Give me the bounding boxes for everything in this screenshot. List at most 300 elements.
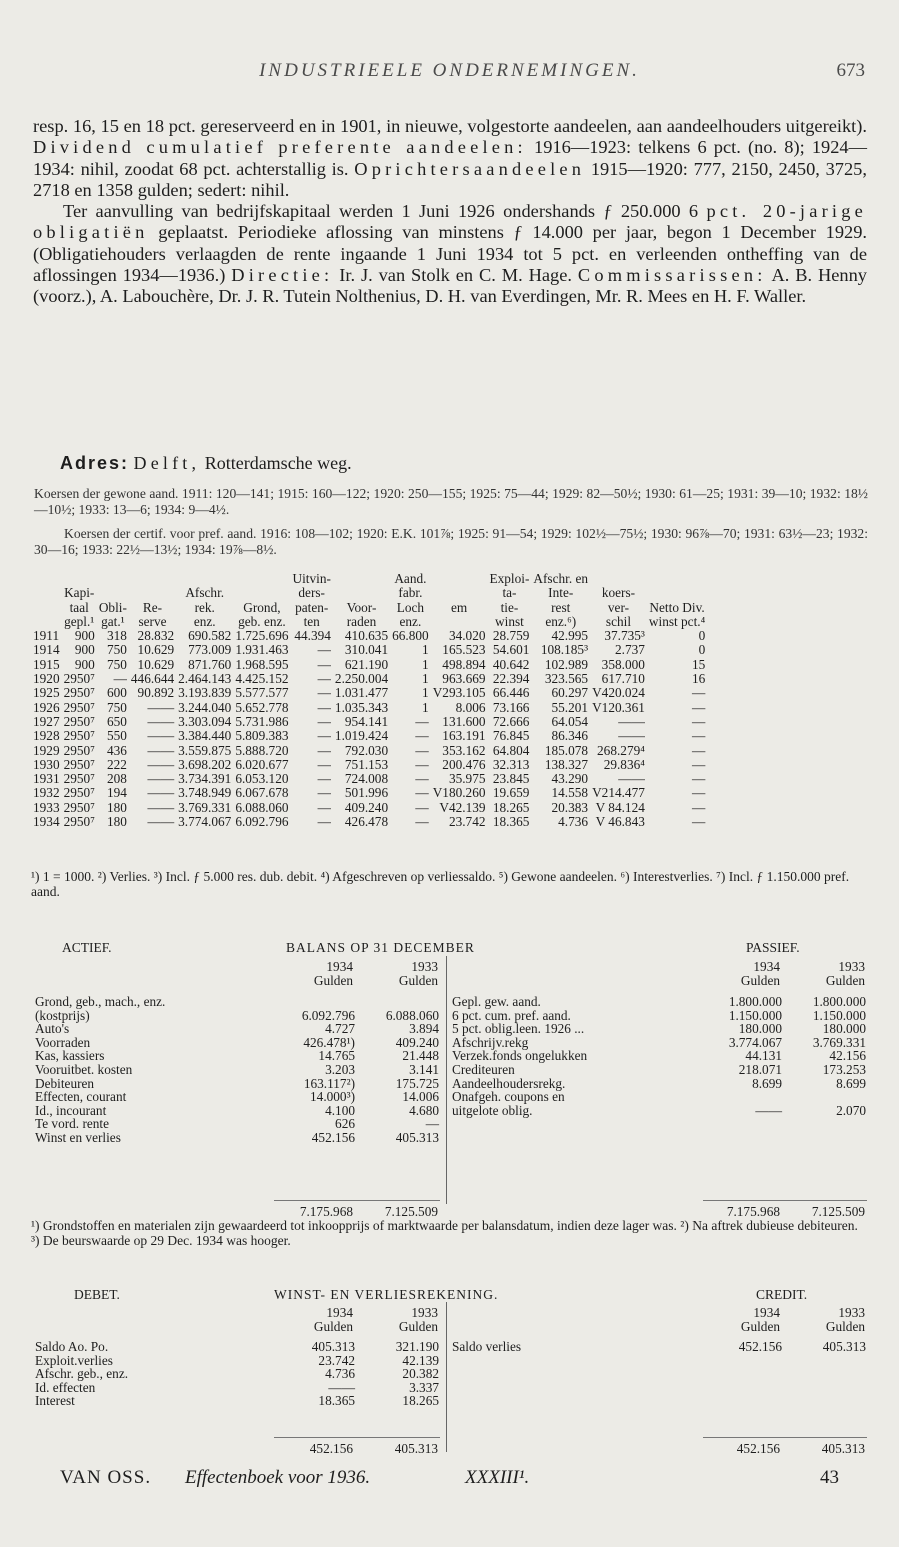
stats-cell: — xyxy=(415,728,429,744)
stats-cell: — xyxy=(691,814,706,830)
stats-header-cell xyxy=(176,572,233,586)
stats-cell: — xyxy=(415,814,429,830)
stats-cell: 2.250.004 xyxy=(334,671,389,687)
stats-cell: V42.139 xyxy=(439,799,486,815)
stats-header-cell: Loch xyxy=(396,599,425,615)
stats-cell: 73.166 xyxy=(492,699,530,715)
stats-cell: 2.464.143 xyxy=(178,671,232,687)
stats-header-cell xyxy=(31,572,62,586)
actief-row-value: 3.141 xyxy=(409,1061,439,1077)
stats-cell: 3.698.202 xyxy=(178,756,232,772)
stats-cell: 2950⁷ xyxy=(63,685,95,701)
koersen-certif: Koersen der certif. voor pref. aand. 1916: 108—102; 1920: E.K. 101⅞; 1925: 91—54; 1929: 102½—75½; 1930: 96⅞—70; 1931: 63½—23; 1932: 30—16; 1933: 22½—13½; 1934: 19⅞—8½. xyxy=(34,526,868,557)
stats-cell: — xyxy=(415,756,429,772)
stats-row xyxy=(31,758,707,772)
passief-row-value: 3.774.067 xyxy=(728,1034,782,1050)
actief-row-value: 405.313 xyxy=(395,1129,439,1145)
wv-credit-table xyxy=(450,1340,868,1354)
stats-cell: 18.265 xyxy=(492,799,530,815)
stats-cell: 1.035.343 xyxy=(334,699,389,715)
passief-row-label: uitgelote oblig. xyxy=(452,1102,533,1118)
stats-cell: — xyxy=(317,656,331,672)
actief-row-value: 14.006 xyxy=(402,1089,439,1105)
stats-row xyxy=(31,744,707,758)
stats-cell: 621.190 xyxy=(344,656,389,672)
stats-header-cell: taal xyxy=(69,599,89,615)
passief-row-label: Gepl. gew. aand. xyxy=(452,994,541,1009)
balans-divider xyxy=(446,956,447,1204)
stats-header-cell: gepl.¹ xyxy=(64,613,95,629)
stats-cell: 14.558 xyxy=(551,785,589,801)
passief-row xyxy=(450,1036,868,1050)
stats-header-cell: winst xyxy=(495,613,524,629)
stats-cell: 35.975 xyxy=(448,771,486,787)
stats-header-cell xyxy=(590,572,647,586)
actief-row-value: 4.727 xyxy=(325,1021,355,1037)
stats-header-cell: tie- xyxy=(500,599,519,615)
actief-row xyxy=(33,1063,441,1077)
stats-cell: 165.523 xyxy=(442,642,486,658)
stats-cell: 6.067.678 xyxy=(235,785,289,801)
stats-header-cell: Grond, xyxy=(243,599,281,615)
credit-row xyxy=(450,1340,868,1354)
passief-row xyxy=(450,1022,868,1036)
stats-cell: 194 xyxy=(106,785,127,801)
stats-row xyxy=(31,643,707,657)
stats-cell: 2950⁷ xyxy=(63,699,95,715)
stats-header-cell: geb. enz. xyxy=(238,613,286,629)
actief-row-value xyxy=(357,995,441,1009)
actief-row-value: 409.240 xyxy=(395,1034,439,1050)
stats-cell: 208 xyxy=(106,771,127,787)
passief-row xyxy=(450,1009,868,1023)
stats-cell: —— xyxy=(147,756,175,772)
balans-left-years: 1934 1933 Gulden Gulden xyxy=(313,959,438,988)
stats-cell: — xyxy=(317,742,331,758)
stats-cell: 29.836⁴ xyxy=(603,756,645,772)
stats-cell: 900 xyxy=(74,628,95,644)
passief-row-value: 218.071 xyxy=(738,1061,782,1077)
stats-cell: 4.736 xyxy=(558,814,589,830)
stats-header-cell: Aand. xyxy=(394,571,427,586)
stats-row xyxy=(31,772,707,786)
stats-cell: — xyxy=(317,756,331,772)
balans-total-right: 7.175.968 7.125.509 xyxy=(726,1204,865,1219)
balans-footnotes: ¹) Grondstoffen en materialen zijn gewaardeerd tot inkoopprijs of marktwaarde per balansdatum, indien deze lager was. ²) Na aftrek dubieuse debiteuren. ³) De beurswaarde op 29 Dec. 1934 was hooger. xyxy=(31,1218,858,1248)
stats-header-cell: Kapi- xyxy=(64,585,95,601)
stats-cell: 66.800 xyxy=(392,628,429,644)
stats-year: 1929 xyxy=(33,742,60,758)
stats-cell: 3.774.067 xyxy=(178,814,232,830)
stats-cell: 2950⁷ xyxy=(63,742,95,758)
stats-header-cell xyxy=(129,586,176,600)
stats-cell: 6.053.120 xyxy=(235,771,289,787)
stats-cell: — xyxy=(317,699,331,715)
dividend-paragraph: resp. 16, 15 en 18 pct. gereserveerd en in 1901, in nieuwe, volgestorte aandeelen, aan aandeelhouders uitgereikt). Dividend cumulatief preferente aandeelen: 1916—1923: telkens 6 pct. (no. 8); 1924—1934: nihil, zoodat 68 pct. achterstallig is. Oprichtersaandeelen 1915—1920: 777, 2150, 2450, 3725, 2718 en 1358 gulden; sedert: nihil. xyxy=(33,116,868,200)
stats-cell: 268.279⁴ xyxy=(597,742,645,758)
passief-row-label: 6 pct. cum. pref. aand. xyxy=(452,1007,571,1023)
stats-cell: 1.968.595 xyxy=(235,656,289,672)
stats-cell: 6.092.796 xyxy=(235,814,289,830)
actief-row xyxy=(33,1117,441,1131)
stats-cell: 72.666 xyxy=(492,713,530,729)
actief-row xyxy=(33,1036,441,1050)
stats-cell: — xyxy=(317,671,331,687)
actief-label: ACTIEF. xyxy=(62,940,112,955)
stats-cell: 222 xyxy=(106,756,127,772)
stats-header-cell: serve xyxy=(138,613,167,629)
stats-header-cell xyxy=(333,572,390,586)
stats-cell: 2950⁷ xyxy=(63,756,95,772)
stats-cell: 1.031.477 xyxy=(334,685,389,701)
balans-total-rule-right xyxy=(703,1200,867,1201)
stats-header-row xyxy=(31,572,707,586)
stats-cell: 750 xyxy=(106,699,127,715)
stats-cell: 358.000 xyxy=(601,656,645,672)
actief-row-label: (kostprijs) xyxy=(35,1007,90,1023)
debet-row-value: 18.265 xyxy=(402,1393,439,1409)
stats-cell: — xyxy=(317,814,331,830)
stats-cell: 1 xyxy=(422,642,429,658)
stats-cell: — xyxy=(415,785,429,801)
actief-row-value: 452.156 xyxy=(311,1129,355,1145)
stats-cell: 23.845 xyxy=(492,771,530,787)
stats-header-cell xyxy=(431,615,488,629)
stats-year: 1934 xyxy=(33,814,60,830)
passief-row-label: Aandeelhoudersrekg. xyxy=(452,1075,566,1091)
obligation-paragraph: Ter aanvulling van bedrijfskapitaal werden 1 Juni 1926 ondershands ƒ 250.000 6 pct. 20-jarige obligatiën geplaatst. Periodieke aflossing van minstens ƒ 14.000 per jaar, begon 1 December 1929. (Obligatiehouders verlaagden de rente ingaande 1 Juni 1934 tot 5 pct. en verleenden ontheffing van de aflossingen 1934—1936.) Directie: Ir. J. van Stolk en C. M. Hage. Commissarissen: A. B. Henny (voorz.), A. Labouchère, Dr. J. R. Tutein Nolthenius, D. H. van Everdingen, Mr. R. Mees en H. F. Waller. xyxy=(33,201,868,307)
actief-row-value: 163.117²) xyxy=(303,1075,355,1091)
stats-header-cell: ver- xyxy=(607,599,630,615)
stats-cell: 60.297 xyxy=(551,685,589,701)
stats-cell: 138.327 xyxy=(544,756,589,772)
stats-row xyxy=(31,672,707,686)
wv-divider xyxy=(446,1302,447,1452)
stats-header-cell xyxy=(129,572,176,586)
stats-cell: 1.931.463 xyxy=(235,642,289,658)
stats-cell: 2950⁷ xyxy=(63,785,95,801)
stats-cell: 2950⁷ xyxy=(63,671,95,687)
actief-row-label: Effecten, courant xyxy=(35,1089,127,1105)
actief-row-label: Voorraden xyxy=(35,1034,91,1050)
stats-cell: —— xyxy=(147,713,175,729)
stats-cell: 353.162 xyxy=(442,742,486,758)
stats-year: 1927 xyxy=(33,713,60,729)
stats-cell: 32.313 xyxy=(492,756,530,772)
stats-cell: 16 xyxy=(691,671,706,687)
stats-cell: 410.635 xyxy=(344,628,389,644)
stats-header-cell: paten- xyxy=(295,599,329,615)
passief-row-value: 8.699 xyxy=(836,1075,866,1091)
stats-cell: 3.193.839 xyxy=(178,685,232,701)
actief-row-label: Debiteuren xyxy=(35,1075,95,1091)
stats-row xyxy=(31,786,707,800)
stats-cell: 1.725.696 xyxy=(235,628,289,644)
stats-header-cell xyxy=(647,586,707,600)
actief-row-label: Id., incourant xyxy=(35,1102,107,1118)
stats-cell: — xyxy=(415,713,429,729)
stats-cell: 90.892 xyxy=(137,685,175,701)
passief-row xyxy=(450,1063,868,1077)
actief-row-value xyxy=(268,995,357,1009)
stats-cell: 2950⁷ xyxy=(63,799,95,815)
actief-row-value: 14.765 xyxy=(318,1048,355,1064)
stats-header-cell xyxy=(62,572,97,586)
balans-actief-table xyxy=(33,995,441,1145)
stats-header-cell: rest xyxy=(551,599,571,615)
stats-row xyxy=(31,658,707,672)
actief-row xyxy=(33,1090,441,1104)
stats-cell: 3.748.949 xyxy=(178,785,232,801)
stats-header-cell: Uitvin- xyxy=(292,571,331,586)
stats-cell: 2950⁷ xyxy=(63,771,95,787)
stats-cell: — xyxy=(317,642,331,658)
passief-row-label: Verzek.fonds ongelukken xyxy=(452,1048,588,1064)
actief-row xyxy=(33,1009,441,1023)
passief-row-value: 8.699 xyxy=(752,1075,782,1091)
address-line: Adres: Delft, Rotterdamsche weg. xyxy=(60,453,352,473)
stats-header-cell xyxy=(431,586,488,600)
stats-cell: 23.742 xyxy=(448,814,486,830)
debet-row-value: 4.736 xyxy=(325,1366,355,1382)
footer-title: Effectenboek voor 1936. xyxy=(185,1467,371,1488)
stats-cell: 185.078 xyxy=(544,742,589,758)
actief-row-value: 3.203 xyxy=(325,1061,355,1077)
debet-row-value: 3.337 xyxy=(409,1379,439,1395)
wv-total-rule-right xyxy=(703,1437,867,1438)
stats-cell: 10.629 xyxy=(137,642,175,658)
stats-cell: 1 xyxy=(422,699,429,715)
passief-row-label: Afschrijv.rekg xyxy=(452,1034,529,1050)
stats-cell: — xyxy=(691,728,706,744)
stats-cell: — xyxy=(317,713,331,729)
passief-row-value: 180.000 xyxy=(738,1021,782,1037)
stats-cell: 792.030 xyxy=(344,742,389,758)
stats-cell: 1.019.424 xyxy=(334,728,389,744)
passief-row-value: 42.156 xyxy=(829,1048,866,1064)
stats-cell: — xyxy=(691,699,706,715)
debet-row-label: Interest xyxy=(35,1393,75,1409)
stats-header-cell xyxy=(233,572,290,586)
stats-cell: 3.303.094 xyxy=(178,713,232,729)
actief-row xyxy=(33,1131,441,1145)
page-number: 673 xyxy=(836,60,865,81)
stats-cell: 751.153 xyxy=(344,756,389,772)
actief-row-value: 6.092.796 xyxy=(301,1007,355,1023)
stats-cell: 131.600 xyxy=(442,713,486,729)
actief-row-label: Kas, kassiers xyxy=(35,1048,105,1064)
debet-row-value: —— xyxy=(328,1379,355,1395)
stats-row xyxy=(31,729,707,743)
balans-right-years: 1934 1933 Gulden Gulden xyxy=(740,959,865,988)
stats-cell: 5.731.986 xyxy=(235,713,289,729)
stats-cell: 963.669 xyxy=(442,671,486,687)
stats-header-cell: Netto Div. xyxy=(649,599,705,615)
actief-row-label: Winst en verlies xyxy=(35,1129,121,1145)
passief-row-value: 1.800.000 xyxy=(728,994,782,1009)
stats-cell: — xyxy=(113,671,127,687)
stats-cell: 22.394 xyxy=(492,671,530,687)
stats-cell: 954.141 xyxy=(344,713,389,729)
debet-row-value: 405.313 xyxy=(311,1339,355,1354)
stats-year: 1911 xyxy=(33,628,60,644)
stats-cell: 5.809.383 xyxy=(235,728,289,744)
stats-cell: 2950⁷ xyxy=(63,728,95,744)
stats-cell: 318 xyxy=(106,628,127,644)
stats-cell: 724.008 xyxy=(344,771,389,787)
passief-row-value: 1.150.000 xyxy=(812,1007,866,1023)
actief-row-label: Te vord. rente xyxy=(35,1116,110,1132)
wv-total-left: 452.156 405.313 xyxy=(309,1441,438,1456)
stats-cell: V214.477 xyxy=(592,785,645,801)
stats-cell: 42.995 xyxy=(551,628,589,644)
credit-row-value: 405.313 xyxy=(822,1339,866,1354)
debet-label: DEBET. xyxy=(74,1287,120,1302)
passief-row-value xyxy=(695,1090,784,1104)
passief-row-label: 5 pct. oblig.leen. 1926 ... xyxy=(452,1021,585,1037)
stats-cell: 5.577.577 xyxy=(235,685,289,701)
stats-cell: —— xyxy=(618,728,645,744)
stats-header-cell xyxy=(31,586,62,600)
stats-header-cell: koers- xyxy=(601,585,636,601)
passief-row-label: Crediteuren xyxy=(452,1061,515,1077)
stats-cell: 323.565 xyxy=(544,671,589,687)
stats-header-cell xyxy=(31,615,62,629)
stats-cell: 6.020.677 xyxy=(235,756,289,772)
actief-row-value: 6.088.060 xyxy=(385,1007,439,1023)
stats-cell: 66.446 xyxy=(492,685,530,701)
stats-year: 1928 xyxy=(33,728,60,744)
actief-row-value: 175.725 xyxy=(395,1075,439,1091)
stats-cell: 773.009 xyxy=(188,642,232,658)
stats-cell: 19.659 xyxy=(492,785,530,801)
stats-cell: 28.759 xyxy=(492,628,530,644)
stats-cell: 0 xyxy=(698,642,706,658)
running-header xyxy=(0,60,899,88)
stats-header-cell: em xyxy=(450,599,468,615)
stats-cell: 15 xyxy=(691,656,706,672)
debet-row-value: 23.742 xyxy=(318,1352,355,1368)
debet-row xyxy=(33,1381,441,1395)
stats-cell: 64.054 xyxy=(551,713,589,729)
stats-header-cell: Re- xyxy=(142,599,163,615)
stats-cell: 108.185³ xyxy=(540,642,589,658)
actief-row-value: 4.680 xyxy=(409,1102,439,1118)
wv-right-years: 1934 1933 Gulden Gulden xyxy=(740,1305,865,1334)
stats-cell: 617.710 xyxy=(601,671,645,687)
wv-debet-table xyxy=(33,1340,441,1408)
stats-cell: —— xyxy=(147,699,175,715)
stats-cell: 5.652.778 xyxy=(235,699,289,715)
stats-cell: 18.365 xyxy=(492,814,530,830)
stats-cell: 2.737 xyxy=(614,642,645,658)
passief-row-value: 180.000 xyxy=(822,1021,866,1037)
stats-cell: 750 xyxy=(106,642,127,658)
stats-header-cell xyxy=(97,572,129,586)
stats-header-cell xyxy=(333,586,390,600)
debet-row-value: 42.139 xyxy=(402,1352,439,1368)
stats-cell: —— xyxy=(147,799,175,815)
stats-row xyxy=(31,701,707,715)
stats-year: 1933 xyxy=(33,799,60,815)
stats-cell: 5.888.720 xyxy=(235,742,289,758)
stats-cell: 34.020 xyxy=(448,628,486,644)
stats-year: 1925 xyxy=(33,685,60,701)
wv-title: WINST- EN VERLIESREKENING. xyxy=(274,1287,499,1302)
credit-label: CREDIT. xyxy=(756,1287,808,1302)
stats-cell: 6.088.060 xyxy=(235,799,289,815)
balans-total-left: 7.175.968 7.125.509 xyxy=(299,1204,438,1219)
passief-row-value: 2.070 xyxy=(836,1102,866,1118)
stats-header-row xyxy=(31,586,707,600)
stats-cell: V180.260 xyxy=(432,785,486,801)
stats-header-cell xyxy=(647,572,707,586)
stats-header-row xyxy=(31,601,707,615)
debet-row-label: Exploit.verlies xyxy=(35,1352,113,1368)
stats-cell: 3.734.391 xyxy=(178,771,232,787)
stats-header-cell: ta- xyxy=(502,585,517,601)
stats-cell: 44.394 xyxy=(294,628,331,644)
stats-cell: 102.989 xyxy=(544,656,589,672)
actief-row xyxy=(33,1049,441,1063)
stats-header-cell: enz.⁶) xyxy=(545,613,577,629)
stats-cell: 409.240 xyxy=(344,799,389,815)
stats-header-cell: ders- xyxy=(298,585,325,601)
stats-cell: 28.832 xyxy=(137,628,175,644)
stats-cell: 86.346 xyxy=(551,728,589,744)
actief-row-value: 3.894 xyxy=(409,1021,439,1037)
koersen-gewone: Koersen der gewone aand. 1911: 120—141; 1915: 160—122; 1920: 250—155; 1925: 75—44; 1929: 82—50½; 1930: 61—25; 1931: 39—10; 1932: 18½—10½; 1933: 13—6; 1934: 9—4½. xyxy=(34,486,868,517)
footer-number: 43 xyxy=(820,1467,839,1488)
passief-row-value: 44.131 xyxy=(745,1048,782,1064)
stats-year: 1920 xyxy=(33,671,60,687)
debet-row-value: 20.382 xyxy=(402,1366,439,1382)
stats-cell: 10.629 xyxy=(137,656,175,672)
stats-header-cell: Obli- xyxy=(98,599,127,615)
stats-header-cell: Exploi- xyxy=(489,571,530,586)
stats-header-cell: raden xyxy=(346,613,377,629)
passief-row-value: —— xyxy=(755,1102,782,1118)
stats-cell: — xyxy=(415,799,429,815)
stats-row xyxy=(31,686,707,700)
stats-cell: 180 xyxy=(106,814,127,830)
debet-row-label: Saldo Ao. Po. xyxy=(35,1339,109,1354)
stats-cell: 1 xyxy=(422,656,429,672)
actief-row xyxy=(33,995,441,1009)
passief-row-value: 1.150.000 xyxy=(728,1007,782,1023)
balans-total-rule-left xyxy=(274,1200,440,1201)
stats-cell: 3.559.875 xyxy=(178,742,232,758)
stats-cell: 0 xyxy=(698,628,706,644)
actief-row-value: — xyxy=(425,1116,439,1132)
stats-cell: 426.478 xyxy=(344,814,389,830)
stats-cell: V 46.843 xyxy=(595,814,645,830)
stats-header-cell: Inte- xyxy=(548,585,574,601)
stats-notes: ¹) 1 = 1000. ²) Verlies. ³) Incl. ƒ 5.000 res. dub. debit. ⁴) Afgeschreven op verliessaldo. ⁵) Gewone aandeelen. ⁶) Interestverlies. ⁷) Incl. ƒ 1.150.000 pref. aand. xyxy=(31,869,850,899)
stats-cell: 8.006 xyxy=(455,699,486,715)
stats-row xyxy=(31,629,707,643)
balans-title: BALANS OP 31 DECEMBER xyxy=(286,940,475,955)
stats-cell: — xyxy=(691,742,706,758)
stats-cell: 40.642 xyxy=(492,656,530,672)
actief-row xyxy=(33,1104,441,1118)
stats-header-cell: ten xyxy=(303,613,320,629)
debet-row-value: 321.190 xyxy=(395,1339,439,1354)
stats-cell: —— xyxy=(147,785,175,801)
actief-row-value: 426.478¹) xyxy=(303,1034,355,1050)
stats-cell: 3.769.331 xyxy=(178,799,232,815)
stats-cell: 446.644 xyxy=(130,671,175,687)
